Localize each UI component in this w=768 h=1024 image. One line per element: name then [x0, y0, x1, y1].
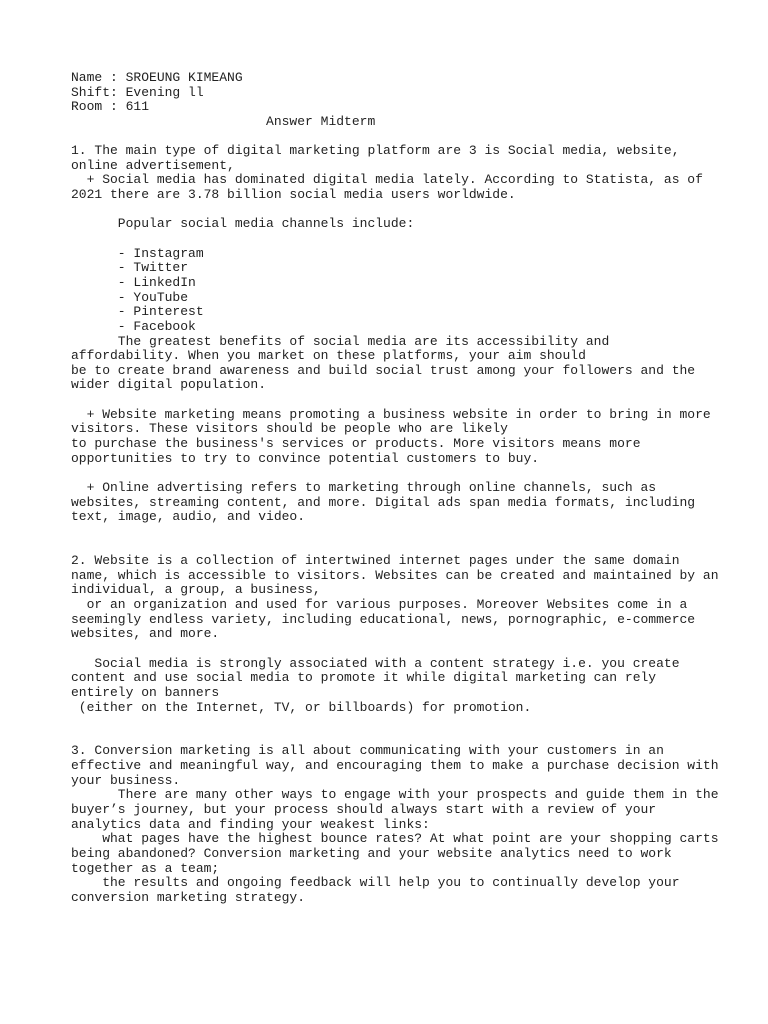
document-body [71, 71, 761, 906]
text-line: Name : SROEUNG KIMEANG [71, 70, 243, 85]
text-line: Shift: Evening ll [71, 84, 204, 100]
text-line: together as a team; [71, 860, 220, 876]
text-line: websites, streaming content, and more. Digital ads span media formats, including [71, 494, 696, 510]
text-line: visitors. These visitors should be people who are likely [71, 421, 508, 437]
text-line: + Social media has dominated digital media lately. According to Statista, as of [71, 172, 703, 188]
text-line: your business. [71, 772, 181, 788]
text-line: - Twitter [71, 260, 189, 276]
text-line: to purchase the business's services or products. More visitors means more [71, 436, 641, 452]
text-line: name, which is accessible to visitors. Websites can be created and maintained by an [71, 567, 719, 583]
text-line: 3. Conversion marketing is all about communicating with your customers in an [71, 743, 664, 759]
text-line: conversion marketing strategy. [71, 889, 306, 905]
text-line: wider digital population. [71, 377, 267, 393]
text-line [71, 715, 761, 730]
text-line: opportunities to try to convince potential customers to buy. [71, 450, 540, 466]
text-line: affordability. When you market on these platforms, your aim should [71, 348, 586, 364]
text-line: - LinkedIn [71, 274, 196, 290]
text-line [71, 130, 761, 145]
text-line [71, 730, 761, 745]
text-line: entirely on banners [71, 684, 220, 700]
text-line: Social media is strongly associated with a content strategy i.e. you create [71, 655, 680, 671]
text-line: the results and ongoing feedback will help you to continually develop your [71, 875, 680, 891]
text-line: being abandoned? Conversion marketing and your website analytics need to work [71, 845, 672, 861]
text-line [71, 203, 761, 218]
text-line: The greatest benefits of social media are its accessibility and [71, 333, 610, 349]
text-line: Room : 611 [71, 99, 150, 115]
text-line: effective and meaningful way, and encouraging them to make a purchase decision with [71, 758, 719, 774]
text-line: There are many other ways to engage with your prospects and guide them in the [71, 787, 719, 803]
text-line: text, image, audio, and video. [71, 509, 306, 525]
text-line: + Website marketing means promoting a business website in order to bring in more [71, 406, 711, 422]
text-line: individual, a group, a business, [71, 582, 321, 598]
text-line: seemingly endless variety, including educational, news, pornographic, e-commerce [71, 611, 696, 627]
text-line [71, 466, 761, 481]
text-line: - Pinterest [71, 304, 204, 320]
text-line: (either on the Internet, TV, or billboards) for promotion. [71, 699, 532, 715]
text-line: 2. Website is a collection of intertwined internet pages under the same domain [71, 553, 680, 569]
text-line [71, 525, 761, 540]
text-line: 2021 there are 3.78 billion social media users worldwide. [71, 187, 516, 203]
text-line: what pages have the highest bounce rates? At what point are your shopping carts [71, 831, 719, 847]
text-line: - Facebook [71, 318, 196, 334]
text-line: - YouTube [71, 289, 189, 305]
text-line: be to create brand awareness and build social trust among your followers and the [71, 362, 696, 378]
text-line [71, 393, 761, 408]
text-line: or an organization and used for various purposes. Moreover Websites come in a [71, 597, 688, 613]
text-line [71, 540, 761, 555]
text-line: websites, and more. [71, 626, 220, 642]
text-line: + Online advertising refers to marketing through online channels, such as [71, 479, 657, 495]
text-line: Answer Midterm [71, 113, 376, 129]
text-line: 1. The main type of digital marketing platform are 3 is Social media, website, [71, 143, 680, 159]
text-line [71, 232, 761, 247]
text-line [71, 642, 761, 657]
text-line: content and use social media to promote it while digital marketing can rely [71, 670, 657, 686]
text-line: - Instagram [71, 245, 204, 261]
text-line: Popular social media channels include: [71, 216, 415, 232]
text-line: online advertisement, [71, 157, 235, 173]
text-line: buyer’s journey, but your process should always start with a review of your [71, 802, 657, 818]
text-line: analytics data and finding your weakest links: [71, 816, 430, 832]
